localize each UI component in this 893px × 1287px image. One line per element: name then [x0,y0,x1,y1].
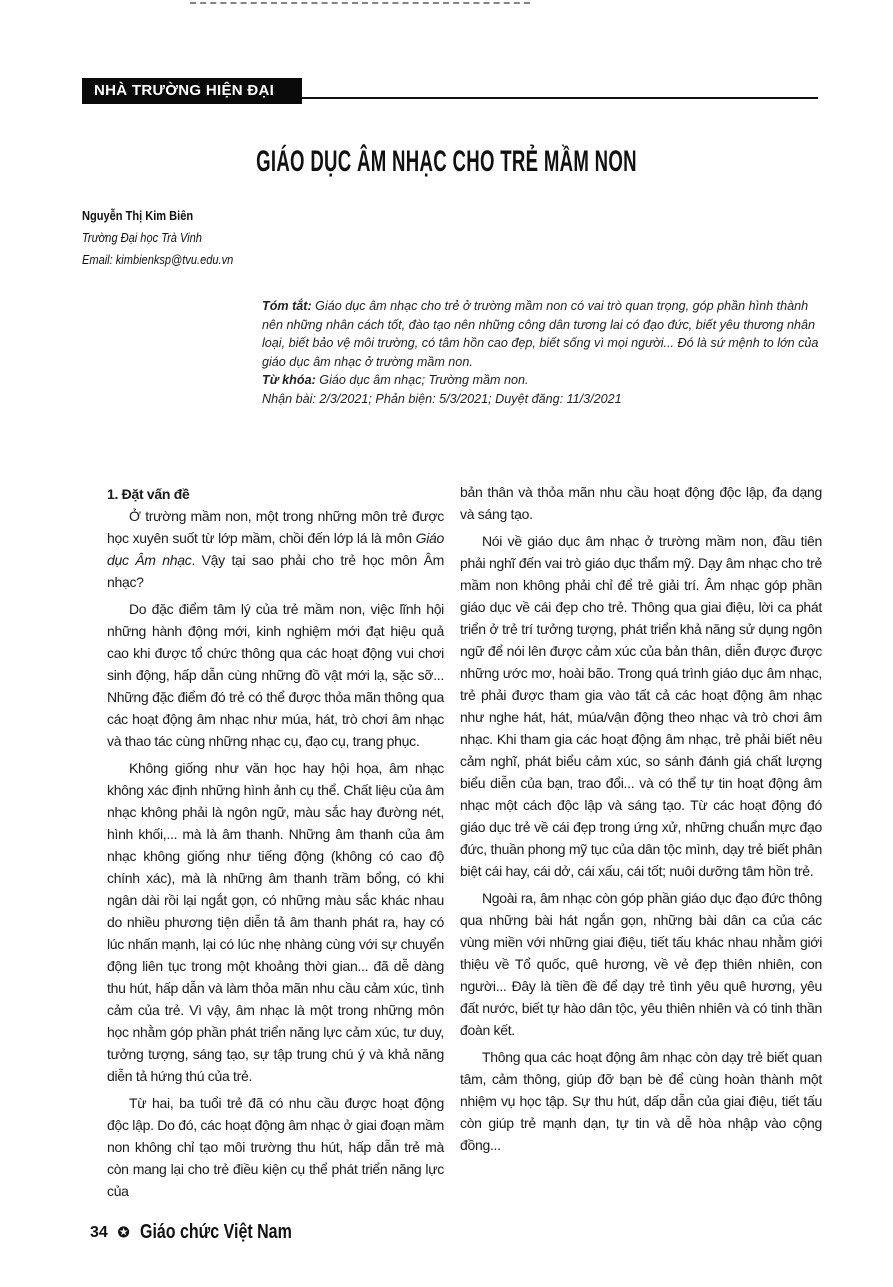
author-email: Email: kimbienksp@tvu.edu.vn [82,252,234,267]
column-right [460,481,822,1161]
author-affiliation: Trường Đại học Trà Vinh [82,230,202,245]
page-number: 34 [90,1223,108,1241]
column-left [107,481,444,1207]
paragraph-emphasis: Giáo dục Âm nhạc [107,530,444,568]
paragraph: Không giống như văn học hay hội họa, âm nhạc không xác định những hình ảnh cụ thể. Chất liệu của âm nhạc không phải là ngôn ngữ, màu sắc hay đường nét, hình khối,... mà là âm thanh. Những âm thanh của âm nhạc không giống như tiếng động (không có cao độ chính xác), mà là những âm thanh trầm bổng, có khi ngân dài rồi lại ngắt gọn, có những màu sắc khác nhau do nhiều phương tiện diễn tả âm thanh phát ra, hay có lúc nhấn mạnh, lại có lúc nhẹ nhàng cùng với sự chuyển động liên tục trong một khoảng thời gian... đã dễ dàng thu hút, hấp dẫn và làm thỏa mãn nhu cầu cảm xúc, tình cảm của trẻ. Vì vậy, âm nhạc là một trong những môn học nhằm góp phần phát triển năng lực cảm xúc, tư duy, tưởng tượng, sáng tạo, sự tập trung chú ý và khả năng diễn tả hứng thú của trẻ. [107,760,444,1084]
paragraph-text: Ở trường mầm non, một trong những môn trẻ được học xuyên suốt từ lớp mầm, chồi đến lớp lá là môn [107,508,444,546]
paragraph: Từ hai, ba tuổi trẻ đã có nhu cầu được hoạt động độc lập. Do đó, các hoạt động âm nhạc ở giai đoạn mầm non không chỉ tạo môi trường thu hút, hấp dẫn trẻ mà còn mang lại cho trẻ điều kiện cụ thể phát triển năng lực của [107,1095,444,1199]
star-icon: ✪ [117,1224,130,1240]
page-footer [90,1221,329,1244]
author-block [82,205,260,271]
paragraph: Do đặc điểm tâm lý của trẻ mầm non, việc lĩnh hội những hành động mới, kinh nghiệm mới đạt hiệu quả cao khi được tổ chức thông qua các hoạt động vui chơi sinh động, hấp dẫn cùng những đồ vật mới lạ, sặc sỡ... Những đặc điểm đó trẻ có thể được thỏa mãn thông qua các hoạt động âm nhạc như múa, hát, trò chơi âm nhạc và thao tác cùng những nhạc cụ, đạo cụ, trang phục. [107,601,444,749]
paragraph-text: . Vậy tại sao phải cho trẻ học môn Âm nhạc? [107,552,444,590]
scan-artifact [190,2,530,6]
section-divider [302,97,818,99]
section-heading: 1. Đặt vấn đề [107,486,190,502]
magazine-name: Giáo chức Việt Nam [139,1221,292,1243]
abstract-label: Tóm tắt: [262,299,312,313]
article-dates: Nhận bài: 2/3/2021; Phản biện: 5/3/2021; Duyệt đăng: 11/3/2021 [262,391,622,406]
paragraph [107,505,444,593]
keywords [262,371,832,390]
abstract [262,297,832,408]
abstract-body [262,297,832,371]
paragraph: Nói về giáo dục âm nhạc ở trường mầm non, đầu tiên phải nghĩ đến vai trò giáo dục thẩm mỹ. Dạy âm nhạc cho trẻ mầm non không phải chỉ để trẻ giải trí. Âm nhạc góp phần giáo dục về cái đẹp cho trẻ. Thông qua giai điệu, lời ca phát triển ở trẻ trí tưởng tượng, phát triển khả năng sử dụng ngôn ngữ để nói lên được cảm xúc của bản thân, diễn được được những ước mơ, hoài bão. Trong quá trình giáo dục âm nhạc, trẻ phải được tham gia vào tất cả các hoạt động âm nhạc như nghe hát, hát, múa/vận động theo nhạc và trò chơi âm nhạc. Khi tham gia các hoạt động âm nhạc, trẻ phải biết nêu cảm nghĩ, phát biểu cảm xúc, so sánh đánh giá chất lượng biểu diễn của bạn, trao đổi... và có thể tự tin hoạt động âm nhạc một cách độc lập và sáng tạo. Từ các hoạt động đó giáo dục trẻ về cái đẹp trong ứng xử, những chuẩn mực đạo đức, thuần phong mỹ tục của dân tộc mình, dạy trẻ biết phân biệt cái hay, cái dở, cái xấu, cái tốt; nuôi dưỡng tâm hồn trẻ. [460,533,822,879]
abstract-text: Giáo dục âm nhạc cho trẻ ở trường mầm non có vai trò quan trọng, góp phần hình thành nên những nhân cách tốt, đào tạo nên những công dân tương lai có đạo đức, biết yêu thương nhân loại, biết bảo vệ môi trường, có tâm hồn cao đẹp, biết sống vì mọi người... Đó là sứ mệnh to lớn của giáo dục âm nhạc ở trường mầm non. [262,299,819,369]
paragraph: Thông qua các hoạt động âm nhạc còn dạy trẻ biết quan tâm, cảm thông, giúp đỡ bạn bè để cùng hoàn thành một nhiệm vụ học tập. Sự thu hút, dấp dẫn của giai điệu, tiết tấu còn giúp trẻ mạnh dạn, tự tin và dễ hòa nhập vào cộng đồng... [460,1049,822,1153]
paragraph: Ngoài ra, âm nhạc còn góp phần giáo dục đạo đức thông qua những bài hát ngắn gọn, những bài dân ca của các vùng miền với những giai điệu, tiết tấu khác nhau nhằm giới thiệu về Tổ quốc, quê hương, về vẻ đẹp thiên nhiên, con người... Đây là tiền đề để dạy trẻ tình yêu quê hương, yêu đất nước, biết tự hào dân tộc, yêu thiên nhiên và có tinh thần đoàn kết. [460,890,822,1038]
paragraph-continued: bản thân và thỏa mãn nhu cầu hoạt động độc lập, đa dạng và sáng tạo. [460,484,822,522]
author-name: Nguyễn Thị Kim Biên [82,208,194,223]
keywords-text: Giáo dục âm nhạc; Trường mầm non. [315,373,529,387]
keywords-label: Từ khóa: [262,373,316,387]
article-title: GIÁO DỤC ÂM NHẠC CHO TRẺ MẦM NON [256,145,637,178]
section-label: NHÀ TRƯỜNG HIỆN ĐẠI [82,78,302,104]
